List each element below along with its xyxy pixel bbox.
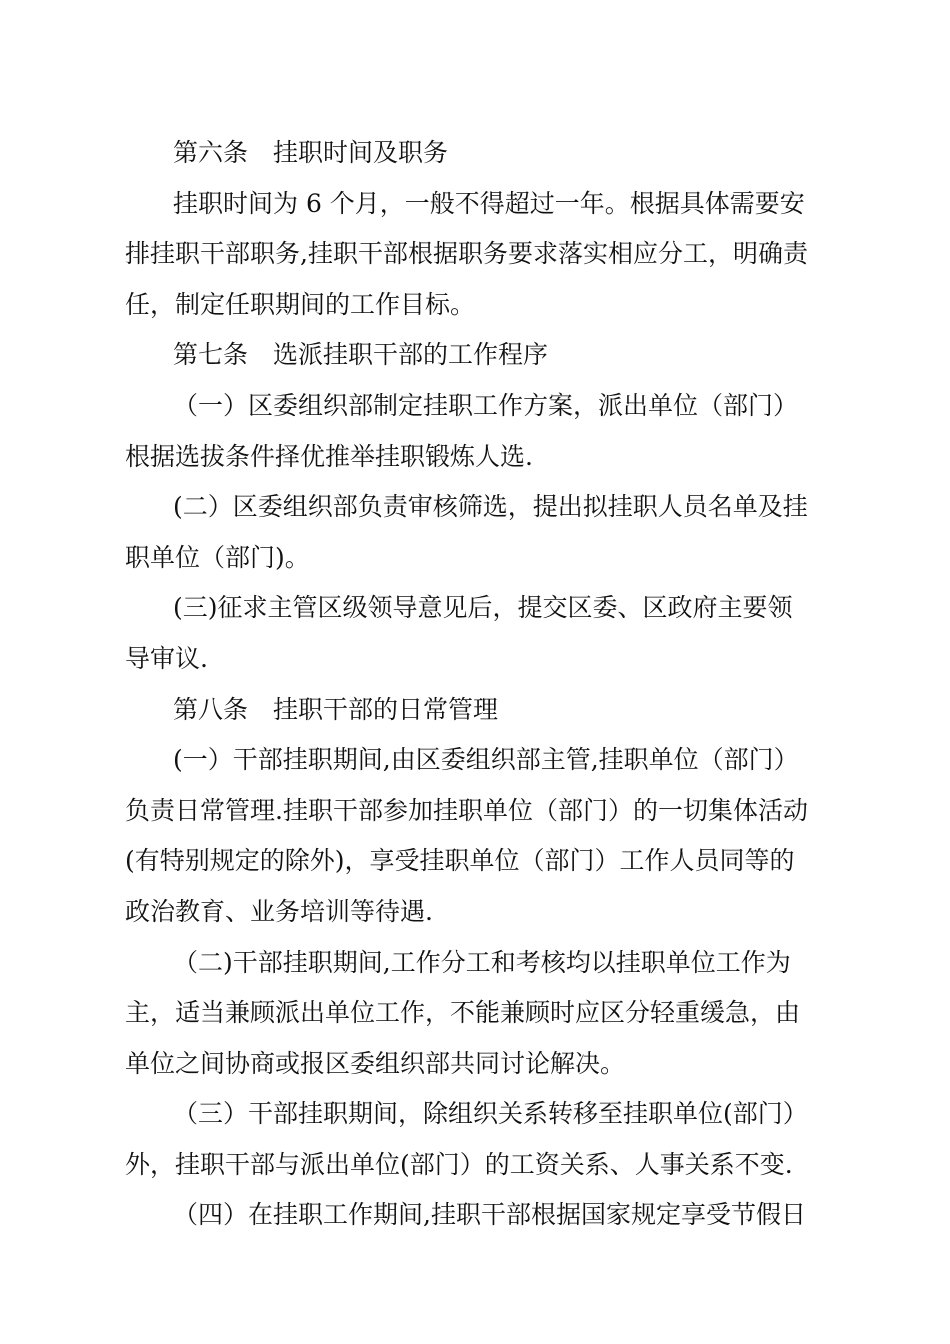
body-line: 负责日常管理.挂职干部参加挂职单位（部门）的一切集体活动: [125, 795, 808, 825]
body-line: （四）在挂职工作期间,挂职干部根据国家规定享受节假日: [173, 1200, 806, 1230]
document-body: [125, 128, 825, 1241]
body-line: 挂职时间为 6 个月，一般不得超过一年。根据具体需要安: [173, 188, 805, 218]
body-line: (有特别规定的除外)，享受挂职单位（部门）工作人员同等的: [125, 846, 795, 876]
body-line: 外，挂职干部与派出单位(部门）的工资关系、人事关系不变.: [125, 1149, 793, 1179]
body-line: 导审议.: [125, 643, 208, 673]
body-line: 任，制定任职期间的工作目标。: [125, 289, 476, 319]
body-line: 根据选拔条件择优推举挂职锻炼人选.: [125, 441, 533, 471]
body-line: 职单位（部门)。: [125, 542, 310, 572]
body-line: (二）区委组织部负责审核筛选，提出拟挂职人员名单及挂: [173, 492, 808, 522]
body-line: (三)征求主管区级领导意见后，提交区委、区政府主要领: [173, 593, 793, 623]
body-line: (一）干部挂职期间,由区委组织部主管,挂职单位（部门）: [173, 745, 799, 775]
body-line: （二)干部挂职期间,工作分工和考核均以挂职单位工作为: [173, 947, 791, 977]
article-heading: 第七条 选派挂职干部的工作程序: [173, 340, 549, 370]
body-line: （一）区委组织部制定挂职工作方案，派出单位（部门）: [173, 390, 799, 420]
body-line: 排挂职干部职务,挂职干部根据职务要求落实相应分工，明确责: [125, 239, 808, 269]
body-line: 政治教育、业务培训等待遇.: [125, 896, 433, 926]
article-heading: 第六条 挂职时间及职务: [173, 138, 449, 167]
body-line: 主，适当兼顾派出单位工作，不能兼顾时应区分轻重缓急，由: [125, 998, 801, 1028]
article-heading: 第八条 挂职干部的日常管理: [173, 694, 499, 724]
body-line: 单位之间协商或报区委组织部共同讨论解决。: [125, 1048, 626, 1078]
body-line: （三）干部挂职期间，除组织关系转移至挂职单位(部门）: [173, 1099, 808, 1129]
